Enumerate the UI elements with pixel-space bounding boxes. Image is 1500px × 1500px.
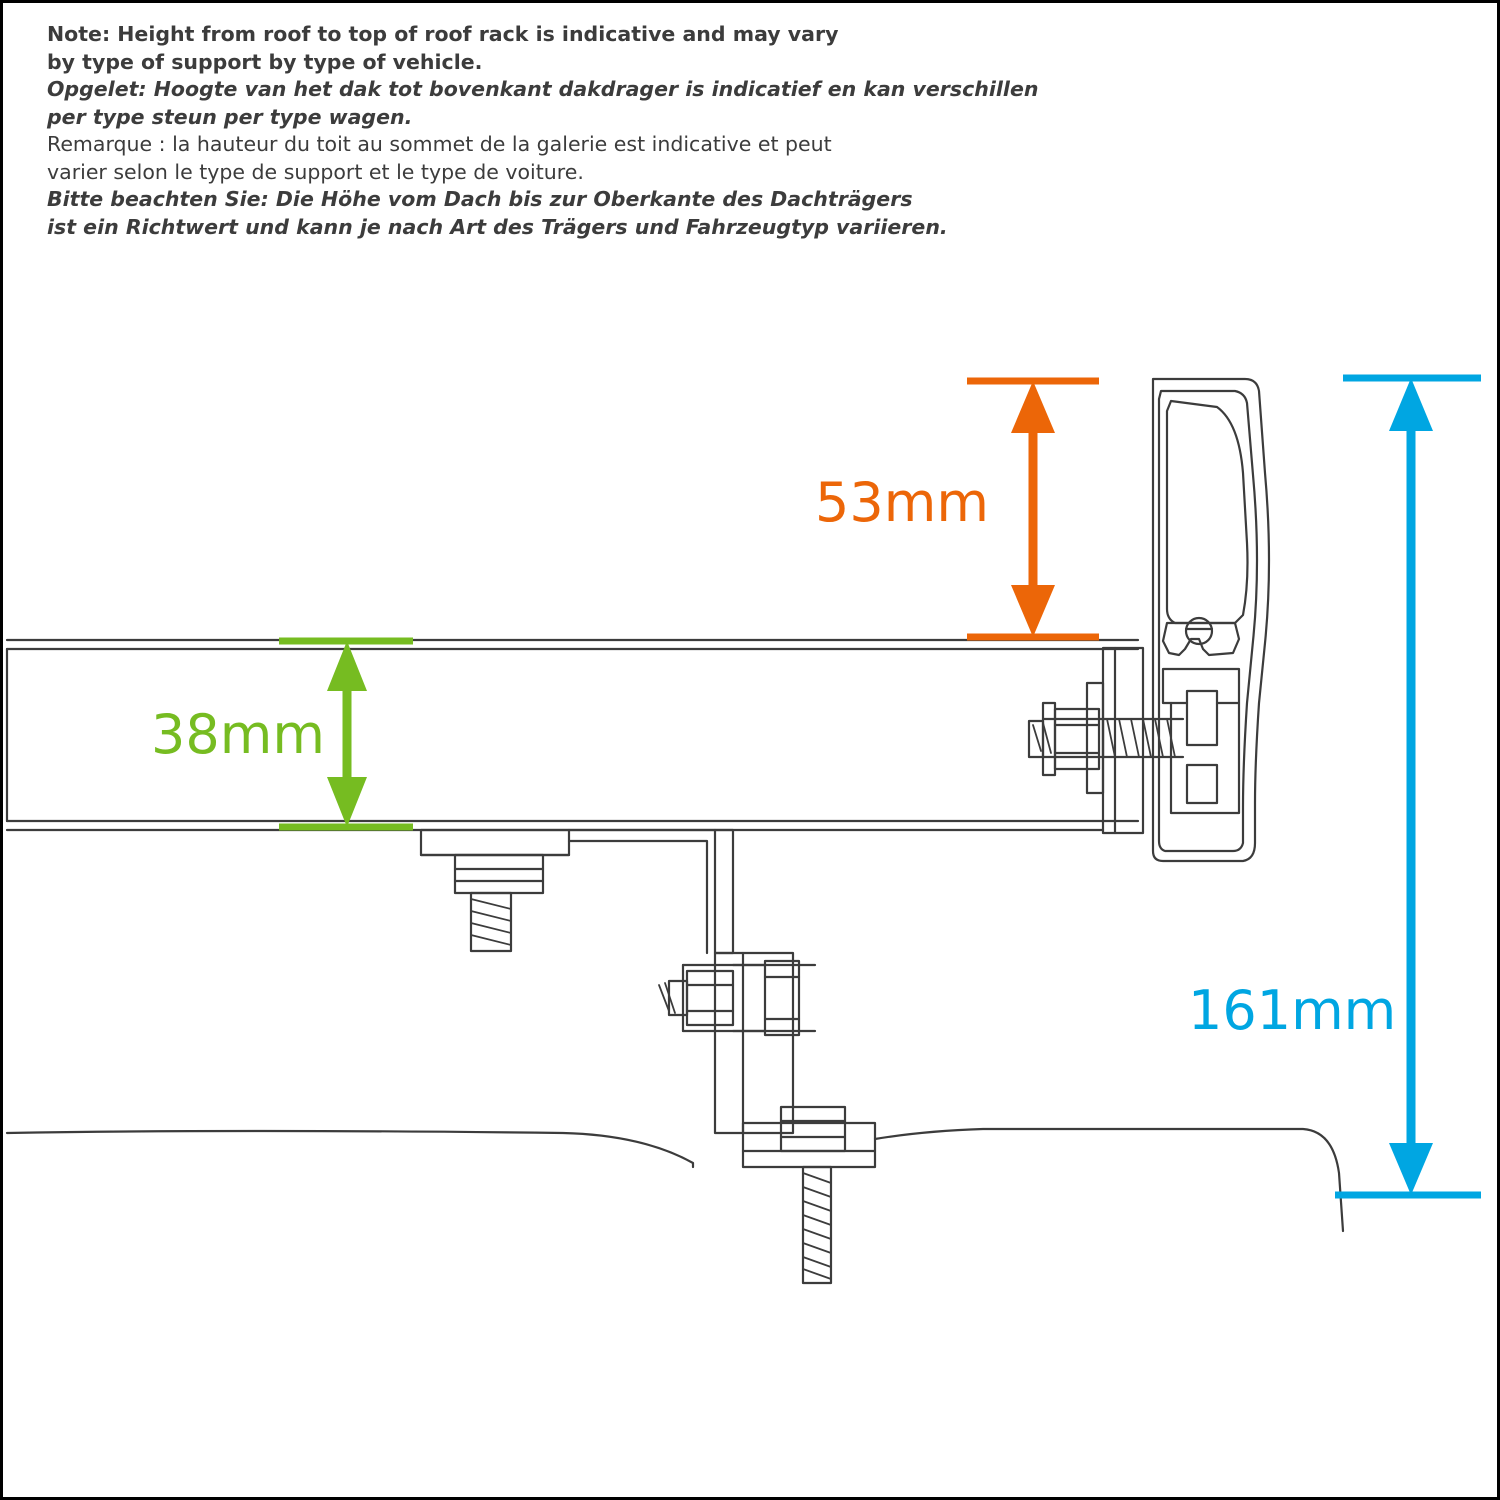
note-line: ist ein Richtwert und kann je nach Art des Trägers und Fahrzeugtyp variieren. [47, 214, 948, 239]
note-line: by type of support by type of vehicle. [47, 49, 483, 74]
lower-clamp-assembly [659, 953, 875, 1283]
rail-extrusion-profile [1153, 379, 1269, 861]
dimension-label-53mm: 53mm [815, 471, 989, 534]
note-line: Opgelet: Hoogte van het dak tot bovenkant dakdrager is indicatief en kan verschillen [47, 77, 1039, 101]
note-line: Note: Height from roof to top of roof rack is indicative and may vary [47, 22, 839, 46]
note-line: Bitte beachten Sie: Die Höhe vom Dach bis zur Oberkante des Dachträgers [47, 187, 913, 211]
dimension-161mm [1335, 378, 1481, 1195]
note-line: varier selon le type de support et le type de voiture. [47, 159, 584, 184]
dimension-label-161mm: 161mm [1188, 979, 1397, 1042]
dimension-label-38mm: 38mm [151, 703, 325, 766]
car-roof-outline [7, 1129, 1343, 1231]
note-line: Remarque : la hauteur du toit au sommet de la galerie est indicative et peut [47, 132, 832, 156]
mid-bracket-assembly [421, 830, 733, 953]
note-line: per type steun per type wagen. [47, 104, 413, 129]
